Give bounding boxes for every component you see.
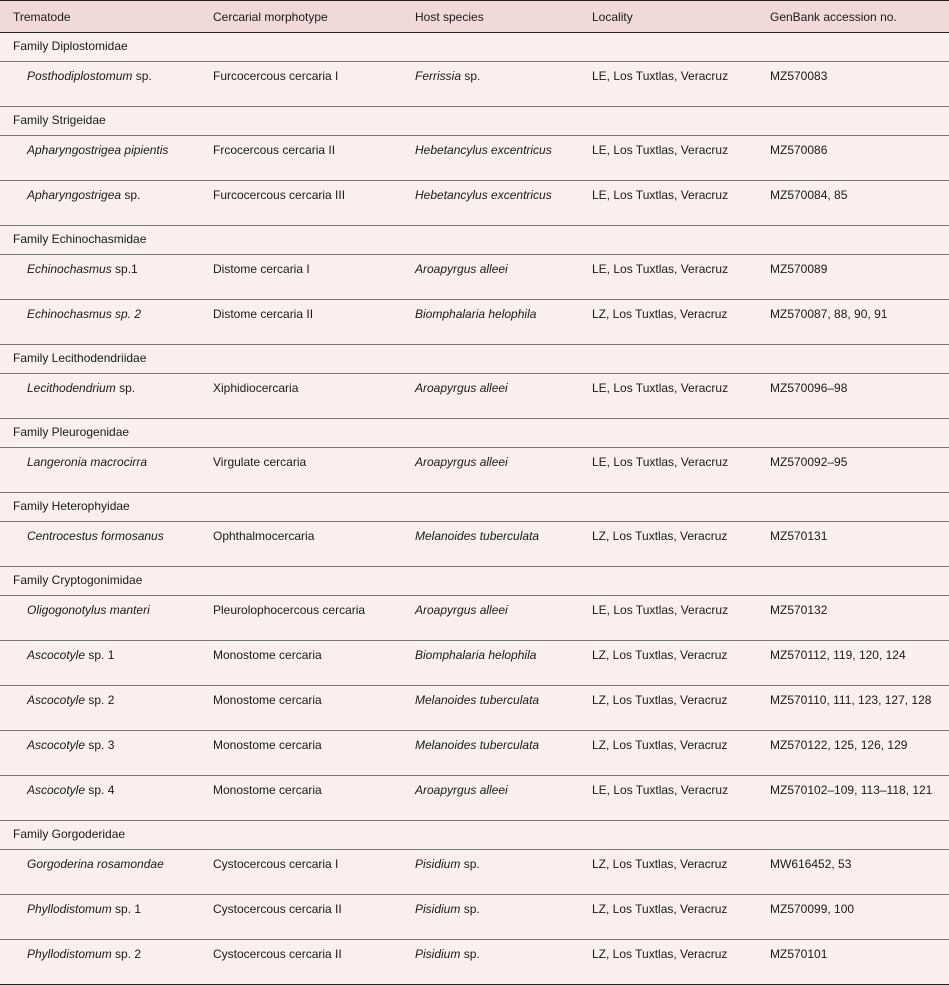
host-name: Aroapyrgus alleei	[415, 783, 508, 797]
accession-cell: MZ570084, 85	[757, 181, 949, 226]
family-row	[0, 821, 949, 850]
family-label: Family Strigeidae	[0, 107, 949, 136]
family-row	[0, 107, 949, 136]
locality-cell: LZ, Los Tuxtlas, Veracruz	[579, 641, 757, 686]
host-cell	[402, 850, 579, 895]
accession-cell: MZ570112, 119, 120, 124	[757, 641, 949, 686]
accession-cell: MZ570092–95	[757, 448, 949, 493]
table-row	[0, 255, 949, 300]
host-name: Pisidium	[415, 857, 461, 871]
locality-cell: LZ, Los Tuxtlas, Veracruz	[579, 895, 757, 940]
host-cell	[402, 522, 579, 567]
taxon-name: Echinochasmus	[27, 262, 112, 276]
locality-cell: LE, Los Tuxtlas, Veracruz	[579, 448, 757, 493]
host-cell	[402, 641, 579, 686]
morphotype-cell: Monostome cercaria	[200, 641, 402, 686]
accession-cell: MZ570099, 100	[757, 895, 949, 940]
trematode-cell	[0, 940, 200, 985]
taxon-name: Ascocotyle	[27, 783, 86, 797]
accession-cell: MZ570087, 88, 90, 91	[757, 300, 949, 345]
taxon-name: Phyllodistomum	[27, 902, 112, 916]
accession-cell: MZ570132	[757, 596, 949, 641]
host-cell	[402, 596, 579, 641]
host-name: Melanoides tuberculata	[415, 529, 540, 543]
header-host-species: Host species	[402, 1, 579, 33]
host-cell	[402, 136, 579, 181]
trematode-cell	[0, 300, 200, 345]
taxon-suffix: sp. 2	[85, 693, 115, 707]
locality-cell: LZ, Los Tuxtlas, Veracruz	[579, 686, 757, 731]
trematode-cell	[0, 136, 200, 181]
header-trematode: Trematode	[0, 1, 200, 33]
host-name: Pisidium	[415, 902, 461, 916]
locality-cell: LE, Los Tuxtlas, Veracruz	[579, 136, 757, 181]
trematode-cell	[0, 255, 200, 300]
morphotype-cell: Cystocercous cercaria I	[200, 850, 402, 895]
morphotype-cell: Furcocercous cercaria III	[200, 181, 402, 226]
table-row	[0, 895, 949, 940]
table-row	[0, 850, 949, 895]
morphotype-cell: Furcocercous cercaria I	[200, 62, 402, 107]
accession-cell: MZ570110, 111, 123, 127, 128	[757, 686, 949, 731]
table-row	[0, 300, 949, 345]
trematode-cell	[0, 181, 200, 226]
locality-cell: LZ, Los Tuxtlas, Veracruz	[579, 300, 757, 345]
accession-cell: MZ570131	[757, 522, 949, 567]
locality-cell: LZ, Los Tuxtlas, Veracruz	[579, 850, 757, 895]
trematode-cell	[0, 522, 200, 567]
table-row	[0, 448, 949, 493]
family-label: Family Cryptogonimidae	[0, 567, 949, 596]
trematode-cell	[0, 62, 200, 107]
family-row	[0, 493, 949, 522]
locality-cell: LZ, Los Tuxtlas, Veracruz	[579, 522, 757, 567]
accession-cell: MZ570102–109, 113–118, 121	[757, 776, 949, 821]
host-cell	[402, 374, 579, 419]
taxon-name: Gorgoderina rosamondae	[27, 857, 164, 871]
host-cell	[402, 300, 579, 345]
family-label: Family Pleurogenidae	[0, 419, 949, 448]
accession-cell: MZ570086	[757, 136, 949, 181]
taxon-name: Apharyngostrigea	[27, 188, 122, 202]
morphotype-cell: Distome cercaria I	[200, 255, 402, 300]
trematode-cell	[0, 776, 200, 821]
morphotype-cell: Cystocercous cercaria II	[200, 895, 402, 940]
header-locality: Locality	[579, 1, 757, 33]
taxon-name: Centrocestus formosanus	[27, 529, 164, 543]
taxon-name: Phyllodistomum	[27, 947, 112, 961]
table-row	[0, 522, 949, 567]
locality-cell: LE, Los Tuxtlas, Veracruz	[579, 776, 757, 821]
accession-cell: MW616452, 53	[757, 850, 949, 895]
table-body	[0, 33, 949, 985]
family-row	[0, 226, 949, 255]
locality-cell: LE, Los Tuxtlas, Veracruz	[579, 62, 757, 107]
family-label: Family Echinochasmidae	[0, 226, 949, 255]
host-name: Melanoides tuberculata	[415, 693, 540, 707]
host-name: Hebetancylus excentricus	[415, 188, 552, 202]
locality-cell: LZ, Los Tuxtlas, Veracruz	[579, 731, 757, 776]
header-row	[0, 1, 949, 33]
table-row	[0, 776, 949, 821]
host-suffix: sp.	[460, 902, 480, 916]
host-name: Hebetancylus excentricus	[415, 143, 552, 157]
family-label: Family Lecithodendriidae	[0, 345, 949, 374]
trematode-cell	[0, 374, 200, 419]
host-name: Aroapyrgus alleei	[415, 455, 508, 469]
taxon-suffix: sp. 4	[85, 783, 115, 797]
host-name: Ferrissia	[415, 69, 462, 83]
host-cell	[402, 255, 579, 300]
table-row	[0, 641, 949, 686]
locality-cell: LE, Los Tuxtlas, Veracruz	[579, 255, 757, 300]
taxon-name: Ascocotyle	[27, 648, 86, 662]
morphotype-cell: Monostome cercaria	[200, 731, 402, 776]
morphotype-cell: Monostome cercaria	[200, 686, 402, 731]
host-name: Aroapyrgus alleei	[415, 262, 508, 276]
table-header	[0, 1, 949, 33]
family-label: Family Heterophyidae	[0, 493, 949, 522]
trematode-cell	[0, 641, 200, 686]
morphotype-cell: Ophthalmocercaria	[200, 522, 402, 567]
taxon-name: Ascocotyle	[27, 738, 86, 752]
morphotype-cell: Virgulate cercaria	[200, 448, 402, 493]
table-row	[0, 596, 949, 641]
trematode-cell	[0, 895, 200, 940]
trematode-cell	[0, 731, 200, 776]
host-suffix: sp.	[461, 69, 481, 83]
table-row	[0, 62, 949, 107]
host-name: Biomphalaria helophila	[415, 307, 537, 321]
host-suffix: sp.	[460, 947, 480, 961]
taxon-suffix: sp. 2	[111, 947, 142, 961]
taxon-suffix: sp. 3	[85, 738, 115, 752]
host-cell	[402, 776, 579, 821]
taxon-suffix: sp.	[121, 188, 141, 202]
table-row	[0, 731, 949, 776]
family-row	[0, 419, 949, 448]
host-cell	[402, 181, 579, 226]
taxon-suffix: sp. 1	[111, 902, 142, 916]
host-cell	[402, 895, 579, 940]
trematode-cell	[0, 448, 200, 493]
taxon-suffix: sp.	[115, 381, 136, 395]
taxon-name: Oligogonotylus manteri	[27, 603, 150, 617]
trematode-cell	[0, 596, 200, 641]
trematode-cell	[0, 850, 200, 895]
taxon-name: Echinochasmus sp. 2	[27, 307, 142, 321]
host-cell	[402, 731, 579, 776]
taxon-name: Posthodiplostomum	[27, 69, 133, 83]
accession-cell: MZ570096–98	[757, 374, 949, 419]
host-cell	[402, 940, 579, 985]
taxon-name: Ascocotyle	[27, 693, 86, 707]
taxon-name: Lecithodendrium	[27, 381, 116, 395]
table-row	[0, 374, 949, 419]
header-cercarial-morphotype: Cercarial morphotype	[200, 1, 402, 33]
morphotype-cell: Cystocercous cercaria II	[200, 940, 402, 985]
host-cell	[402, 448, 579, 493]
morphotype-cell: Frcocercous cercaria II	[200, 136, 402, 181]
table-row	[0, 181, 949, 226]
locality-cell: LZ, Los Tuxtlas, Veracruz	[579, 940, 757, 985]
morphotype-cell: Xiphidiocercaria	[200, 374, 402, 419]
morphotype-cell: Monostome cercaria	[200, 776, 402, 821]
header-genbank-accession: GenBank accession no.	[757, 1, 949, 33]
host-name: Melanoides tuberculata	[415, 738, 540, 752]
host-cell	[402, 62, 579, 107]
family-row	[0, 345, 949, 374]
morphotype-cell: Pleurolophocercous cercaria	[200, 596, 402, 641]
taxon-name: Apharyngostrigea pipientis	[27, 143, 169, 157]
locality-cell: LE, Los Tuxtlas, Veracruz	[579, 181, 757, 226]
host-cell	[402, 686, 579, 731]
host-name: Pisidium	[415, 947, 461, 961]
taxon-suffix: sp.	[132, 69, 152, 83]
taxon-name: Langeronia macrocirra	[27, 455, 148, 469]
table-row	[0, 940, 949, 985]
taxon-suffix: sp.1	[111, 262, 138, 276]
accession-cell: MZ570089	[757, 255, 949, 300]
locality-cell: LE, Los Tuxtlas, Veracruz	[579, 374, 757, 419]
host-name: Biomphalaria helophila	[415, 648, 537, 662]
morphotype-cell: Distome cercaria II	[200, 300, 402, 345]
trematode-cell	[0, 686, 200, 731]
family-label: Family Diplostomidae	[0, 33, 949, 62]
family-row	[0, 33, 949, 62]
table-row	[0, 136, 949, 181]
family-label: Family Gorgoderidae	[0, 821, 949, 850]
taxon-suffix: sp. 1	[85, 648, 115, 662]
accession-cell: MZ570101	[757, 940, 949, 985]
accession-cell: MZ570083	[757, 62, 949, 107]
host-suffix: sp.	[460, 857, 480, 871]
host-name: Aroapyrgus alleei	[415, 381, 508, 395]
host-name: Aroapyrgus alleei	[415, 603, 508, 617]
accession-cell: MZ570122, 125, 126, 129	[757, 731, 949, 776]
table-row	[0, 686, 949, 731]
locality-cell: LE, Los Tuxtlas, Veracruz	[579, 596, 757, 641]
family-row	[0, 567, 949, 596]
